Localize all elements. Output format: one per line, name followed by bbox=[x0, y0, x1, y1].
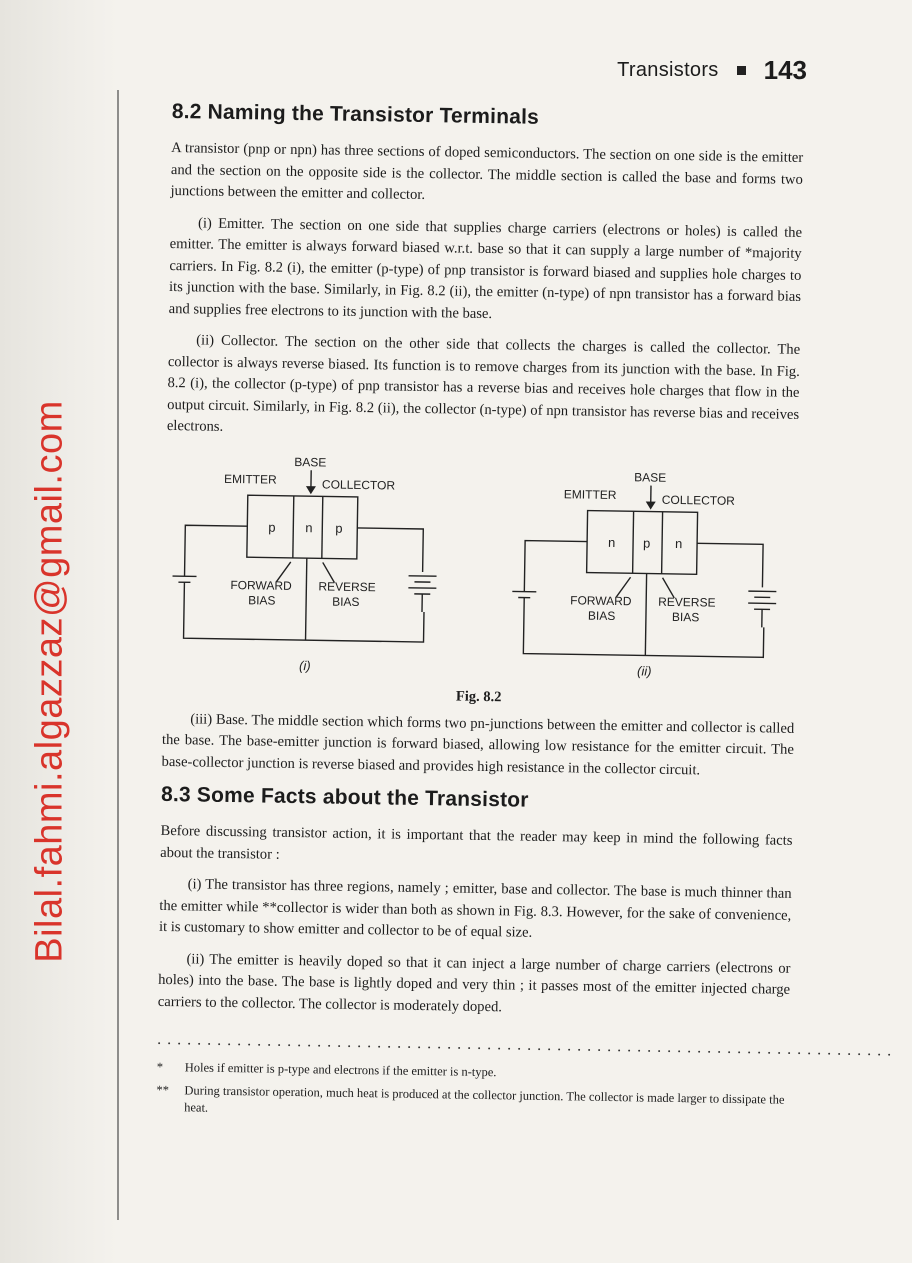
square-bullet-icon bbox=[737, 66, 746, 75]
binding-line bbox=[117, 90, 119, 1220]
page-content bbox=[156, 100, 898, 1132]
npn-reverse-bias: BIAS bbox=[671, 609, 700, 624]
diagram-npn bbox=[511, 468, 778, 680]
pnp-forward-label: FORWARD bbox=[230, 577, 292, 593]
npn-region-1: n bbox=[607, 534, 616, 550]
pnp-reverse-bias: BIAS bbox=[332, 594, 360, 609]
pnp-region-2: n bbox=[305, 519, 313, 535]
section-8-3-intro: Before discussing transistor action, it is important that the reader may keep in mind the following facts about the transistor : bbox=[160, 822, 793, 863]
npn-region-2: p bbox=[642, 534, 651, 551]
fact-1-paragraph: (i) The transistor has three regions, namely ; emitter, base and collector. The base is much thinner than the emitter while **collector is wider than both as shown in Fig. 8.3. However, for the sake of convenience, it is customary to show emitter and collector to be of equal size. bbox=[158, 876, 792, 941]
collector-paragraph: (ii) Collector. The section on the other side that collects the charges is called the collector. The collector is always reverse biased. Its function is to remove charges from its junction with the base. In Fig. 8.2 (i), the collector (p-type) of pnp transistor has a reverse bias and receives hole charges that flow in the output circuit. Similarly, in Fig. 8.2 (ii), the collector (n-type) of npn transistor has reverse bias and receives electrons. bbox=[166, 332, 801, 435]
section-8-2-heading: 8.2 Naming the Transistor Terminals bbox=[171, 100, 540, 129]
figure-8-2 bbox=[163, 447, 799, 687]
npn-forward-label: FORWARD bbox=[570, 592, 632, 608]
transistor-diagrams bbox=[163, 447, 799, 687]
footnote-1-mark: * bbox=[156, 1059, 164, 1074]
footnote-2-text: During transistor operation, much heat is produced at the collector junction. The collector is made larger to dissipate the heat. bbox=[184, 1083, 785, 1115]
footnote-2 bbox=[156, 1082, 788, 1126]
chapter-title: Transistors bbox=[617, 59, 719, 81]
figure-caption: Fig. 8.2 bbox=[455, 688, 502, 705]
pnp-region-1: p bbox=[268, 519, 276, 535]
watermark: Bilal.fahmi.algazzaz@gmail.com bbox=[28, 400, 71, 963]
footnote-1 bbox=[157, 1059, 789, 1086]
footnote-1-text: Holes if emitter is p-type and electrons if the emitter is n-type. bbox=[184, 1060, 497, 1080]
npn-emitter-label: EMITTER bbox=[563, 486, 617, 502]
pnp-forward-bias: BIAS bbox=[248, 592, 276, 608]
page-number: 143 bbox=[763, 55, 807, 85]
npn-region-3: n bbox=[674, 535, 683, 551]
npn-reverse-label: REVERSE bbox=[658, 594, 716, 610]
diagram-pnp bbox=[171, 453, 438, 675]
fact-2-paragraph: (ii) The emitter is heavily doped so that it can inject a large number of charge carriers (electrons or holes) into the base. The base is lightly doped and very thin ; it passes most of the emitter injected charge carriers to the collector. The collector is moderately doped. bbox=[157, 950, 791, 1015]
pnp-region-3: p bbox=[335, 520, 343, 536]
base-paragraph: (iii) Base. The middle section which forms two pn-junctions between the emitter and collector is called the base. The base-emitter junction is forward biased, allowing low resistance for the emitter circuit. The base-collector junction is reverse biased and provides high resistance in the collector circuit. bbox=[161, 710, 795, 778]
npn-base-label: BASE bbox=[634, 469, 667, 485]
running-header bbox=[617, 55, 807, 86]
footnote-2-mark: ** bbox=[156, 1082, 170, 1098]
npn-collector-label: COLLECTOR bbox=[661, 492, 736, 508]
section-8-3-heading: 8.3 Some Facts about the Transistor bbox=[160, 782, 529, 812]
npn-fig-label: (ii) bbox=[636, 662, 652, 679]
emitter-paragraph: (i) Emitter. The section on one side that supplies charge carriers (electrons or holes) is called the emitter. The emitter is always forward biased w.r.t. base so that it can supply a large number of *majority carriers. In Fig. 8.2 (i), the emitter (p-type) of pnp transistor is forward biased and supplies hole charges to its junction with the base. Similarly, in Fig. 8.2 (ii), the emitter (n-type) of npn transistor has a forward bias and supplies free electrons to its junction with the base. bbox=[168, 214, 803, 322]
pnp-fig-label: (i) bbox=[299, 657, 311, 673]
pnp-base-label: BASE bbox=[294, 454, 327, 469]
npn-forward-bias: BIAS bbox=[587, 608, 616, 623]
section-8-2-intro: A transistor (pnp or npn) has three sections of doped semiconductors. The section on one side is the emitter and the section on the opposite side is the collector. The middle section is called the base and forms two junctions between the emitter and collector. bbox=[170, 139, 804, 203]
pnp-collector-label: COLLECTOR bbox=[321, 476, 396, 493]
pnp-reverse-label: REVERSE bbox=[318, 578, 376, 594]
footnote-divider: .......................................................................... bbox=[157, 1030, 898, 1060]
pnp-emitter-label: EMITTER bbox=[223, 471, 277, 487]
